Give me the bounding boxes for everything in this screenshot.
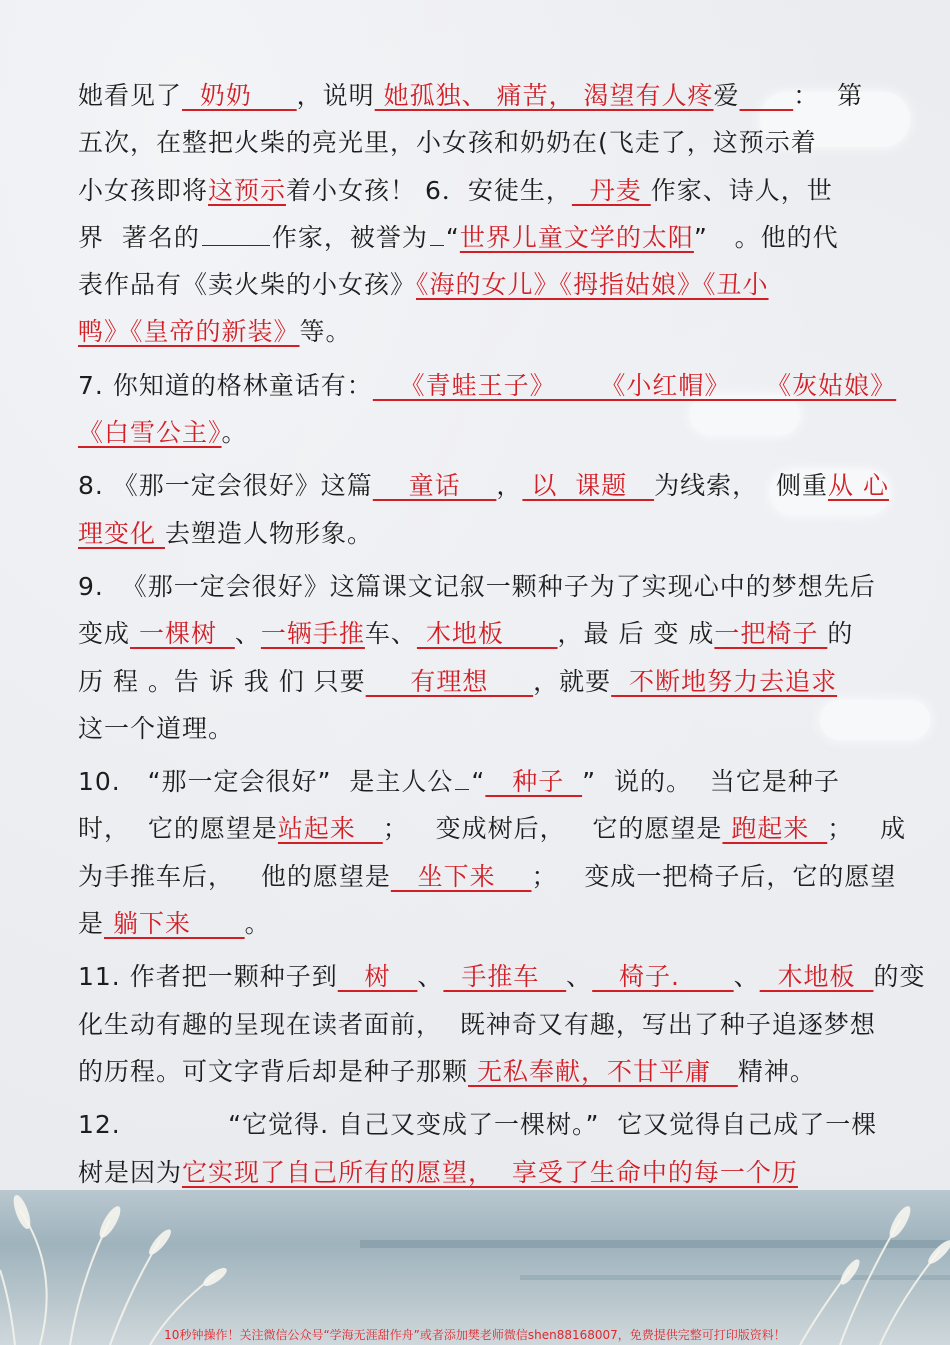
- question-text: 树是因为: [78, 1157, 183, 1187]
- question-text: “: [445, 222, 460, 252]
- answer-text: 木地板: [416, 619, 558, 649]
- text-line: [78, 510, 878, 557]
- answer-text: 她孤独、 痛苦， 渴望有人疼: [374, 81, 714, 110]
- answer-text: 《海的女儿》《拇指姑娘》《丑小: [416, 270, 769, 300]
- question-text: ，说明: [296, 81, 375, 110]
- question-text: ” 。他的代: [693, 222, 839, 252]
- answer-text: 一把椅子: [714, 619, 828, 649]
- answer-text: 理变化: [78, 518, 165, 548]
- text-line: [78, 853, 897, 900]
- text-line: [78, 758, 878, 805]
- answer-text: 不断地努力去追求: [611, 666, 838, 696]
- answer-text: [740, 81, 794, 110]
- text-line: [78, 805, 907, 852]
- fill-blank: [202, 223, 270, 246]
- answer-text: 有理想: [365, 666, 534, 696]
- question-text: 作家，被誉为: [271, 222, 428, 252]
- answer-text: 鸭》《皇帝的新装》: [78, 317, 300, 347]
- question-text: ； 变成树后， 它的愿望是: [382, 814, 723, 844]
- worksheet-text: [78, 72, 926, 1196]
- footer-notice: 10秒钟操作！关注微信公众号“学海无涯甜作舟”或者添加樊老师微信shen88168007，免费提供完整可打印版资料！: [164, 1328, 786, 1342]
- answer-text: 跑起来: [722, 814, 828, 844]
- answer-text: 一棵树: [130, 619, 235, 649]
- text-line: [78, 1101, 878, 1148]
- text-line: [78, 705, 878, 752]
- answer-text: 这预示: [208, 175, 287, 205]
- fill-blank: [430, 223, 444, 246]
- answer-text: 一辆手推: [260, 619, 365, 649]
- answer-text: 无私奉献，不甘平庸: [468, 1056, 738, 1086]
- question-text: 这一个道理。: [78, 713, 235, 743]
- question-text: 的: [827, 619, 854, 649]
- question-text: 界 著名的: [78, 222, 200, 252]
- question-text: 为手推车后， 他的愿望是: [78, 861, 391, 891]
- answer-text: 从 心: [828, 471, 889, 501]
- question-text: 爱: [713, 81, 740, 110]
- question-text: 的变: [873, 962, 926, 992]
- answer-text: 课题: [557, 471, 655, 501]
- text-line: [78, 900, 878, 947]
- answer-text: 椅子.: [592, 962, 734, 992]
- text-line: [78, 308, 878, 355]
- question-text: 8. 《那一定会很好》这篇: [78, 471, 373, 501]
- answer-text: 躺下来: [104, 909, 245, 939]
- text-line: [78, 167, 878, 214]
- answer-text: 《白雪公主》: [78, 418, 222, 448]
- question-text: 。: [244, 909, 271, 939]
- question-text: 表作品有《卖火柴的小女孩》: [78, 270, 417, 300]
- text-line: [78, 409, 878, 456]
- question-text: 着小女孩！ 6．安徒生，: [286, 175, 572, 205]
- question-text: 历 程 。告 诉 我 们 只要: [78, 666, 366, 696]
- fill-blank: [455, 767, 469, 790]
- question-text: 变成: [78, 619, 131, 649]
- text-line: [78, 119, 878, 166]
- text-line: [78, 72, 878, 119]
- question-text: 小女孩即将: [78, 175, 209, 205]
- question-text: 车、: [364, 619, 417, 649]
- question-text: 。: [221, 418, 248, 448]
- text-line: [78, 261, 878, 308]
- question-text: ，最 后 变 成: [557, 619, 715, 649]
- answer-text: 种子: [485, 767, 583, 797]
- question-text: 是: [78, 909, 105, 939]
- answer-text: 《青蛙王子》 《小红帽》 《灰姑娘》: [372, 370, 897, 400]
- question-text: 9. 《那一定会很好》这篇课文记叙一颗种子为了实现心中的梦想先后: [78, 571, 876, 601]
- answer-text: 坐下来: [390, 861, 532, 891]
- answer-text: 童话: [372, 471, 497, 501]
- answer-text: 世界儿童文学的太阳: [459, 222, 694, 252]
- question-text: 时， 它的愿望是: [78, 814, 278, 844]
- question-text: 、: [566, 962, 593, 992]
- text-line: [78, 563, 878, 610]
- question-text: 为线索， 侧重: [654, 471, 828, 501]
- question-text: “: [471, 767, 486, 797]
- question-text: 、: [234, 619, 261, 649]
- question-text: 化生动有趣的呈现在读者面前， 既神奇又有趣，写出了种子追逐梦想: [78, 1009, 876, 1039]
- question-text: 五次，在整把火柴的亮光里，小女孩和奶奶在(飞走了，这预示着: [78, 128, 817, 158]
- text-line: [78, 362, 897, 409]
- question-text: ： 第: [793, 81, 864, 110]
- text-line: [78, 610, 878, 657]
- question-text: 、: [733, 962, 760, 992]
- answer-text: 丹麦: [571, 175, 651, 205]
- question-text: 精神。: [737, 1056, 816, 1086]
- question-text: ，: [496, 471, 523, 501]
- answer-text: 手推车: [443, 962, 567, 992]
- question-text: 等。: [299, 317, 352, 347]
- text-line: [78, 214, 878, 261]
- question-text: 、: [417, 962, 444, 992]
- text-line: [78, 953, 926, 1000]
- text-line: [78, 1149, 878, 1196]
- answer-text: 木地板: [759, 962, 874, 992]
- question-text: ” 说的。 当它是种子: [582, 767, 840, 797]
- question-text: ； 成: [827, 814, 907, 844]
- text-line: [78, 658, 878, 705]
- answer-text: 奶奶: [182, 81, 297, 110]
- text-line: [78, 462, 889, 509]
- question-text: 作家、诗人，世: [650, 175, 833, 205]
- question-text: 11. 作者把一颗种子到: [78, 962, 338, 992]
- question-text: 的历程。可文字背后却是种子那颗: [78, 1056, 469, 1086]
- answer-text: 站起来: [277, 814, 383, 844]
- question-text: 她看见了: [78, 81, 183, 110]
- text-line: [78, 1001, 878, 1048]
- answer-text: 它实现了自己所有的愿望， 享受了生命中的每一个历: [182, 1157, 798, 1187]
- question-text: ，就要: [533, 666, 612, 696]
- question-text: 10. “那一定会很好” 是主人公: [78, 767, 454, 797]
- answer-text: 树: [337, 962, 418, 992]
- question-text: 12. “它觉得. 自己又变成了一棵树。” 它又觉得自己成了一棵: [78, 1110, 878, 1140]
- answer-text: 以: [522, 471, 558, 501]
- reeds-illustration: [0, 1180, 950, 1345]
- question-text: 去塑造人物形象。: [164, 518, 373, 548]
- question-text: ； 变成一把椅子后，它的愿望: [531, 861, 897, 891]
- text-line: [78, 1048, 878, 1095]
- question-text: 7. 你知道的格林童话有：: [78, 370, 373, 400]
